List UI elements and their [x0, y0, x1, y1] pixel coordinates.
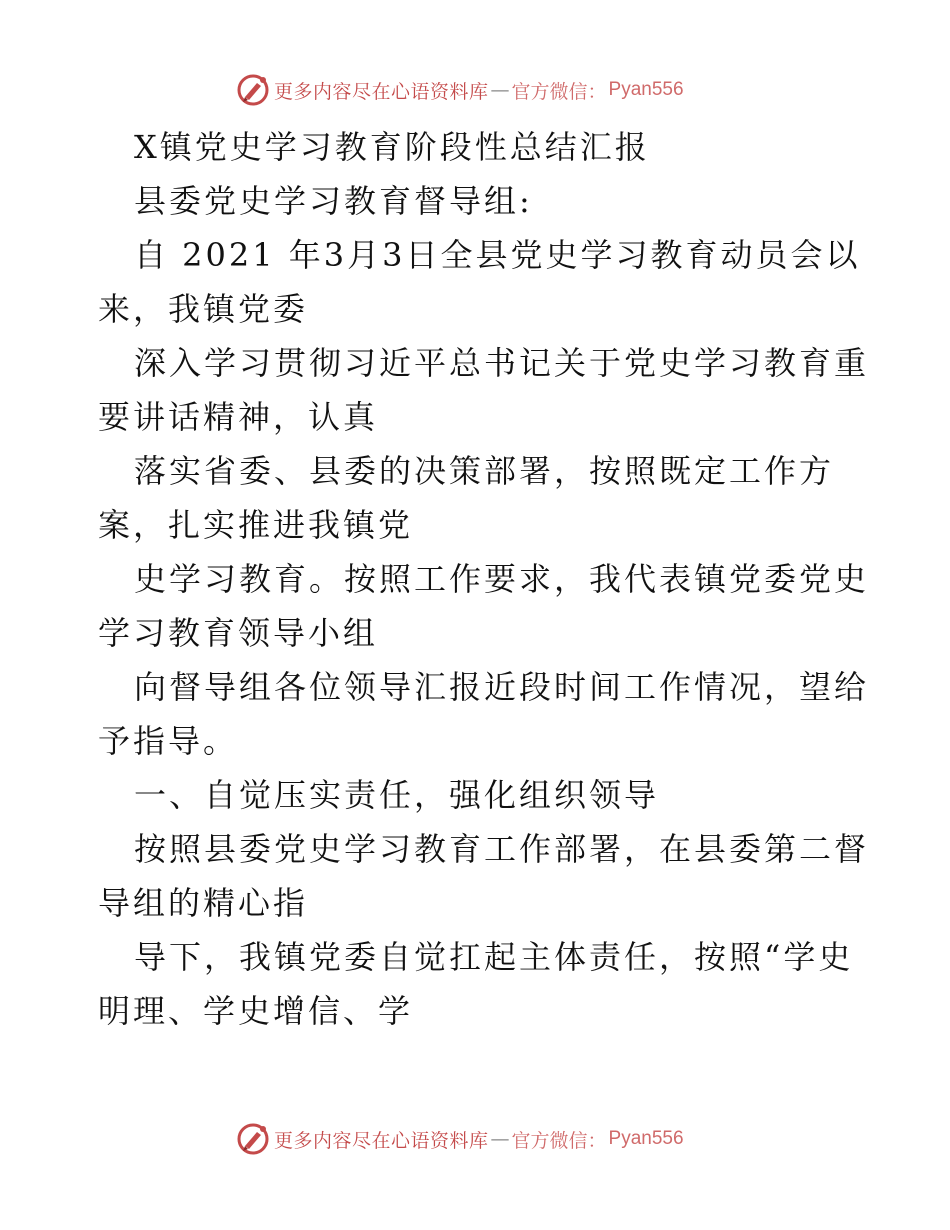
body-line: 来，我镇党委 [98, 290, 309, 328]
body-line: 导组的精心指 [98, 884, 309, 922]
banner-separator: — [490, 79, 510, 101]
pen-circle-logo-icon [236, 73, 270, 107]
body-line: 明理、学史增信、学 [98, 992, 414, 1030]
body-line: 导下，我镇党委自觉扛起主体责任，按照“学史 [134, 938, 854, 976]
body-line: 落实省委、县委的决策部署，按照既定工作方 [134, 452, 835, 490]
banner-slogan: 更多内容尽在心语资料库 [274, 80, 489, 103]
body-line: 深入学习贯彻习近平总书记关于党史学习教育重 [134, 344, 870, 382]
banner-separator: — [490, 1128, 510, 1150]
document-body [98, 120, 870, 1038]
body-line: 向督导组各位领导汇报近段时间工作情况，望给 [134, 668, 870, 706]
banner-contact-id: Pyan556 [608, 1128, 684, 1149]
section-heading: 一、自觉压实责任，强化组织领导 [134, 776, 660, 814]
banner-slogan: 更多内容尽在心语资料库 [274, 1129, 489, 1152]
pen-circle-logo-icon [236, 1122, 270, 1156]
header-banner[interactable] [236, 72, 684, 108]
banner-contact-label: 官方微信： [511, 1129, 607, 1152]
body-line: 史学习教育。按照工作要求，我代表镇党委党史 [134, 560, 870, 598]
body-line: 自 2021 年3月3日全县党史学习教育动员会以 [134, 236, 861, 274]
document-title: X镇党史学习教育阶段性总结汇报 [134, 128, 650, 166]
document-salutation: 县委党史学习教育督导组: [134, 182, 533, 220]
body-line: 予指导。 [98, 722, 239, 760]
body-line: 按照县委党史学习教育工作部署，在县委第二督 [134, 830, 870, 868]
body-line: 案，扎实推进我镇党 [98, 506, 414, 544]
body-line: 学习教育领导小组 [98, 614, 379, 652]
body-line: 要讲话精神，认真 [98, 398, 379, 436]
banner-contact-label: 官方微信： [511, 80, 607, 103]
footer-banner[interactable] [236, 1121, 684, 1157]
banner-contact-id: Pyan556 [608, 79, 684, 100]
